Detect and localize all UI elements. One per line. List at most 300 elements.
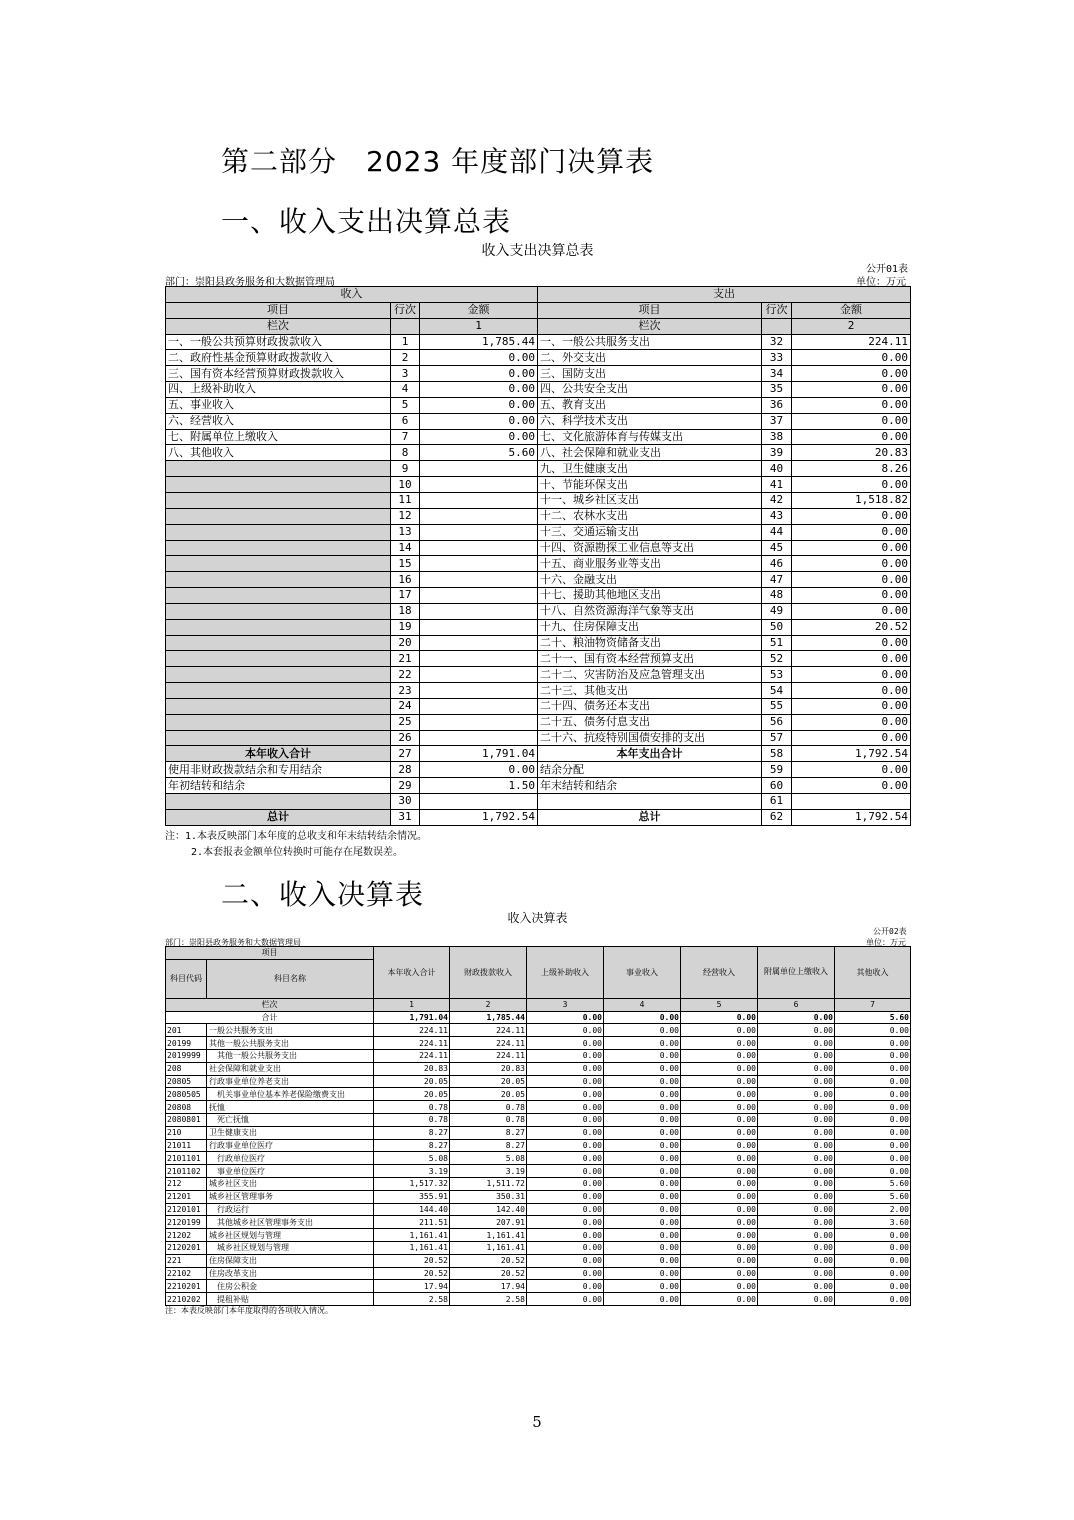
amount-cell: 0.00: [527, 1126, 604, 1139]
subject-code: 20199: [166, 1037, 207, 1050]
amount-cell: 0.00: [527, 1280, 604, 1293]
income-amount: [420, 588, 538, 604]
column-index: 3: [527, 998, 604, 1011]
summary-row: [166, 540, 911, 556]
table2-unit: 单位：万元: [866, 938, 906, 947]
expense-row-no: 42: [762, 492, 792, 508]
income-row-no: 7: [391, 429, 420, 445]
amount-cell: 0.00: [681, 1177, 758, 1190]
income-item: 五、事业收入: [166, 397, 391, 413]
summary-row: [166, 603, 911, 619]
amount-cell: 0.00: [758, 1203, 835, 1216]
expense-item: 十六、金融支出: [538, 572, 762, 588]
amount-cell: 8.27: [450, 1139, 527, 1152]
income-amount: 5.60: [420, 445, 538, 461]
income-row-no: 19: [391, 619, 420, 635]
amount-cell: 8.27: [374, 1139, 450, 1152]
amount-cell: 20.52: [374, 1254, 450, 1267]
amount-cell: 0.00: [758, 1088, 835, 1101]
summary-row: [166, 714, 911, 730]
expense-row-no: 55: [762, 698, 792, 714]
table-row: [166, 1241, 911, 1254]
subject-name: 卫生健康支出: [207, 1126, 374, 1139]
income-amount: [420, 651, 538, 667]
income-row-no: 14: [391, 540, 420, 556]
income-row-header: 行次: [391, 302, 420, 318]
income-row-no: 6: [391, 413, 420, 429]
amount-cell: 350.31: [450, 1190, 527, 1203]
income-amount: 1,791.04: [420, 746, 538, 762]
table-row: [166, 1165, 911, 1178]
amount-cell: 0.00: [835, 1293, 911, 1306]
subject-name: 其他一般公共服务支出: [207, 1037, 374, 1050]
subject-code: 22102: [166, 1267, 207, 1280]
expense-amount: 20.52: [792, 619, 911, 635]
expense-amount: 20.83: [792, 445, 911, 461]
income-row-no: 3: [391, 366, 420, 382]
expense-item: 二十三、其他支出: [538, 683, 762, 699]
table-row: [166, 1203, 911, 1216]
income-amount: [420, 683, 538, 699]
income-item: [166, 492, 391, 508]
summary-row: [166, 429, 911, 445]
expense-row-no: 40: [762, 461, 792, 477]
amount-cell: 0.00: [604, 1254, 681, 1267]
amount-cell: 0.00: [758, 1062, 835, 1075]
income-item: 总计: [166, 809, 391, 825]
income-item-header: 项目: [166, 302, 391, 318]
amount-cell: 224.11: [374, 1049, 450, 1062]
summary-row: [166, 809, 911, 825]
amount-cell: 0.00: [604, 1267, 681, 1280]
amount-cell: 20.52: [450, 1267, 527, 1280]
amount-cell: 0.78: [450, 1101, 527, 1114]
amount-cell: 0.00: [604, 1165, 681, 1178]
amount-cell: 0.00: [527, 1203, 604, 1216]
lanci-label: 栏次: [166, 998, 374, 1011]
amount-cell: 0.00: [835, 1024, 911, 1037]
amount-cell: 0.00: [604, 1062, 681, 1075]
total-income-header: 本年收入合计: [374, 947, 450, 999]
expense-col-index: 2: [792, 318, 911, 334]
income-row-no: 28: [391, 762, 420, 778]
amount-cell: 0.00: [758, 1190, 835, 1203]
expense-item: 二、外交支出: [538, 350, 762, 366]
income-amount: [420, 556, 538, 572]
expense-item: 十四、资源勘探工业信息等支出: [538, 540, 762, 556]
subject-code: 2080505: [166, 1088, 207, 1101]
subject-name: 机关事业单位基本养老保险缴费支出: [207, 1088, 374, 1101]
total-label: 合计: [166, 1011, 374, 1024]
name-header: 科目名称: [207, 959, 374, 998]
amount-cell: 8.27: [374, 1126, 450, 1139]
amount-cell: 17.94: [374, 1280, 450, 1293]
amount-cell: 0.00: [527, 1177, 604, 1190]
expense-amount: 1,792.54: [792, 746, 911, 762]
expense-amount: 224.11: [792, 334, 911, 350]
amount-cell: 1,161.41: [450, 1229, 527, 1242]
income-item: 三、国有资本经营预算财政拨款收入: [166, 366, 391, 382]
income-lanci-label: 栏次: [166, 318, 391, 334]
amount-cell: 0.00: [681, 1075, 758, 1088]
summary-row: [166, 619, 911, 635]
amount-cell: 0.00: [681, 1037, 758, 1050]
amount-cell: 0.00: [681, 1101, 758, 1114]
amount-cell: 0.00: [604, 1293, 681, 1306]
income-row-no: 16: [391, 572, 420, 588]
subject-code: 2019999: [166, 1049, 207, 1062]
amount-cell: 0.00: [835, 1113, 911, 1126]
table-row: [166, 1229, 911, 1242]
column-index: 4: [604, 998, 681, 1011]
amount-cell: 0.78: [374, 1113, 450, 1126]
table-row: [166, 1152, 911, 1165]
amount-cell: 0.00: [527, 1267, 604, 1280]
summary-row: [166, 445, 911, 461]
amount-cell: 0.00: [835, 1088, 911, 1101]
income-row-no: 8: [391, 445, 420, 461]
subject-name: 城乡社区支出: [207, 1177, 374, 1190]
section1-heading: 一、收入支出决算总表: [221, 205, 512, 238]
income-row-no: 9: [391, 461, 420, 477]
expense-row-no: 52: [762, 651, 792, 667]
amount-cell: 0.00: [604, 1139, 681, 1152]
expense-amount: 0.00: [792, 524, 911, 540]
table-row: [166, 1280, 911, 1293]
amount-cell: 0.00: [758, 1177, 835, 1190]
income-item: [166, 540, 391, 556]
table2-department: 部门：崇阳县政务服务和大数据管理局: [165, 938, 301, 947]
income-amount: [420, 572, 538, 588]
income-amount: 1.50: [420, 778, 538, 794]
amount-cell: 20.83: [450, 1062, 527, 1075]
amount-cell: 0.00: [758, 1139, 835, 1152]
subject-name: 其他一般公共服务支出: [207, 1049, 374, 1062]
amount-cell: 0.00: [835, 1152, 911, 1165]
amount-cell: 0.00: [681, 1241, 758, 1254]
amount-cell: 0.00: [604, 1203, 681, 1216]
item-header: 项目: [166, 947, 374, 960]
income-item: 四、上级补助收入: [166, 382, 391, 398]
expense-item: 四、公共安全支出: [538, 382, 762, 398]
income-amount: [420, 461, 538, 477]
amount-cell: 0.00: [604, 1190, 681, 1203]
expense-item: 十三、交通运输支出: [538, 524, 762, 540]
income-amount: [420, 508, 538, 524]
subject-name: 一般公共服务支出: [207, 1024, 374, 1037]
expense-amount: 0.00: [792, 477, 911, 493]
amount-cell: 0.00: [835, 1049, 911, 1062]
subject-code: 2210201: [166, 1280, 207, 1293]
summary-row: [166, 635, 911, 651]
amount-cell: 0.00: [527, 1024, 604, 1037]
expense-row-no: 41: [762, 477, 792, 493]
amount-cell: 0.00: [604, 1152, 681, 1165]
subject-name: 行政事业单位养老支出: [207, 1075, 374, 1088]
expense-amount: 0.00: [792, 540, 911, 556]
expense-row-no: 57: [762, 730, 792, 746]
income-amount: [420, 477, 538, 493]
amount-cell: 0.00: [681, 1190, 758, 1203]
expense-row-no: 50: [762, 619, 792, 635]
table-row: [166, 1216, 911, 1229]
table-row: [166, 1088, 911, 1101]
amount-cell: 0.00: [527, 1113, 604, 1126]
amount-cell: 0.00: [527, 1293, 604, 1306]
amount-cell: 0.00: [758, 1267, 835, 1280]
expense-row-no: 33: [762, 350, 792, 366]
expense-item: 十八、自然资源海洋气象等支出: [538, 603, 762, 619]
income-amount: 0.00: [420, 382, 538, 398]
expense-amount: 0.00: [792, 572, 911, 588]
expense-item: 六、科学技术支出: [538, 413, 762, 429]
subject-code: 21201: [166, 1190, 207, 1203]
income-row-no: 26: [391, 730, 420, 746]
subject-code: 2120201: [166, 1241, 207, 1254]
amount-cell: 0.00: [681, 1267, 758, 1280]
income-row-no: 31: [391, 809, 420, 825]
amount-cell: 0.00: [835, 1126, 911, 1139]
total-value: 0.00: [758, 1011, 835, 1024]
amount-cell: 0.00: [835, 1075, 911, 1088]
income-amount: 0.00: [420, 413, 538, 429]
expense-amount: 0.00: [792, 667, 911, 683]
income-amount: 1,785.44: [420, 334, 538, 350]
income-item: [166, 588, 391, 604]
expense-item: 十七、援助其他地区支出: [538, 588, 762, 604]
total-row: [166, 1011, 911, 1024]
amount-cell: 0.00: [604, 1216, 681, 1229]
amount-cell: 0.00: [527, 1075, 604, 1088]
subject-code: 2101101: [166, 1152, 207, 1165]
table-row: [166, 1024, 911, 1037]
income-row-no: 10: [391, 477, 420, 493]
income-item: [166, 635, 391, 651]
amount-cell: 0.00: [604, 1241, 681, 1254]
expense-item: 结余分配: [538, 762, 762, 778]
expense-amount: 1,792.54: [792, 809, 911, 825]
amount-cell: 224.11: [374, 1024, 450, 1037]
expense-item: 十九、住房保障支出: [538, 619, 762, 635]
amount-cell: 0.00: [527, 1241, 604, 1254]
expense-row-no: 38: [762, 429, 792, 445]
amount-cell: 0.00: [835, 1254, 911, 1267]
amount-cell: 0.00: [835, 1280, 911, 1293]
amount-cell: 3.60: [835, 1216, 911, 1229]
summary-row: [166, 334, 911, 350]
amount-cell: 0.00: [604, 1101, 681, 1114]
subject-code: 20808: [166, 1101, 207, 1114]
table-row: [166, 1139, 911, 1152]
expense-amount: 0.00: [792, 778, 911, 794]
expense-item: 二十四、债务还本支出: [538, 698, 762, 714]
amount-cell: 224.11: [450, 1037, 527, 1050]
amount-cell: 0.00: [681, 1229, 758, 1242]
income-row-no: 27: [391, 746, 420, 762]
business-income-header: 事业收入: [604, 947, 681, 999]
total-value: 0.00: [681, 1011, 758, 1024]
subject-name: 死亡抚恤: [207, 1113, 374, 1126]
summary-row: [166, 762, 911, 778]
table-row: [166, 1075, 911, 1088]
summary-row: [166, 651, 911, 667]
income-item: [166, 603, 391, 619]
subject-code: 2120101: [166, 1203, 207, 1216]
amount-cell: 0.00: [681, 1216, 758, 1229]
code-header: 科目代码: [166, 959, 207, 998]
subject-name: 城乡社区管理事务: [207, 1190, 374, 1203]
amount-cell: 0.00: [604, 1037, 681, 1050]
income-item: 年初结转和结余: [166, 778, 391, 794]
amount-cell: 0.00: [681, 1126, 758, 1139]
expense-item: 二十一、国有资本经营预算支出: [538, 651, 762, 667]
amount-cell: 0.00: [681, 1113, 758, 1126]
expense-row-no: 58: [762, 746, 792, 762]
amount-cell: 0.00: [527, 1216, 604, 1229]
amount-cell: 0.00: [604, 1126, 681, 1139]
expense-item-header: 项目: [538, 302, 762, 318]
income-item: [166, 619, 391, 635]
subject-name: 事业单位医疗: [207, 1165, 374, 1178]
empty-cell: [762, 318, 792, 334]
amount-cell: 0.00: [527, 1062, 604, 1075]
amount-cell: 1,161.41: [374, 1241, 450, 1254]
amount-cell: 0.00: [681, 1062, 758, 1075]
amount-cell: 0.00: [604, 1229, 681, 1242]
expense-item: 年末结转和结余: [538, 778, 762, 794]
income-row-no: 25: [391, 714, 420, 730]
income-item: [166, 524, 391, 540]
expense-row-no: 62: [762, 809, 792, 825]
amount-cell: 0.00: [527, 1152, 604, 1165]
amount-cell: 20.83: [374, 1062, 450, 1075]
amount-cell: 0.00: [604, 1088, 681, 1101]
income-row-no: 20: [391, 635, 420, 651]
table1-form-no: 公开01表: [866, 264, 909, 275]
income-item: 七、附属单位上缴收入: [166, 429, 391, 445]
expense-row-no: 43: [762, 508, 792, 524]
amount-cell: 0.00: [681, 1293, 758, 1306]
income-item: [166, 698, 391, 714]
income-amount-header: 金额: [420, 302, 538, 318]
amount-cell: 0.00: [758, 1229, 835, 1242]
subject-name: 城乡社区规划与管理: [207, 1241, 374, 1254]
income-row-no: 11: [391, 492, 420, 508]
amount-cell: 0.00: [527, 1037, 604, 1050]
expense-amount: 0.00: [792, 397, 911, 413]
subject-code: 21202: [166, 1229, 207, 1242]
subject-code: 2080801: [166, 1113, 207, 1126]
expense-amount: 8.26: [792, 461, 911, 477]
expense-amount: 0.00: [792, 413, 911, 429]
expense-item: 本年支出合计: [538, 746, 762, 762]
table1-department: 部门：崇阳县政务服务和大数据管理局: [165, 277, 335, 288]
income-item: [166, 714, 391, 730]
expense-amount: 0.00: [792, 730, 911, 746]
subject-code: 201: [166, 1024, 207, 1037]
income-group-header: 收入: [166, 287, 538, 303]
amount-cell: 224.11: [450, 1049, 527, 1062]
amount-cell: 1,517.32: [374, 1177, 450, 1190]
amount-cell: 17.94: [450, 1280, 527, 1293]
income-item: [166, 572, 391, 588]
expense-item: 二十五、债务付息支出: [538, 714, 762, 730]
amount-cell: 0.00: [527, 1190, 604, 1203]
summary-row: [166, 350, 911, 366]
amount-cell: 0.00: [758, 1024, 835, 1037]
income-item: [166, 667, 391, 683]
amount-cell: 0.00: [681, 1024, 758, 1037]
amount-cell: 207.91: [450, 1216, 527, 1229]
amount-cell: 0.00: [681, 1165, 758, 1178]
summary-row: [166, 524, 911, 540]
income-row-no: 4: [391, 382, 420, 398]
expense-row-no: 46: [762, 556, 792, 572]
subject-name: 其他城乡社区管理事务支出: [207, 1216, 374, 1229]
total-value: 5.60: [835, 1011, 911, 1024]
table-row: [166, 1254, 911, 1267]
summary-row: [166, 588, 911, 604]
amount-cell: 0.00: [527, 1254, 604, 1267]
expense-row-no: 47: [762, 572, 792, 588]
expense-item: 十、节能环保支出: [538, 477, 762, 493]
amount-cell: 0.00: [758, 1049, 835, 1062]
income-row-no: 23: [391, 683, 420, 699]
income-amount: 0.00: [420, 350, 538, 366]
subject-code: 2120199: [166, 1216, 207, 1229]
income-amount: [420, 540, 538, 556]
expense-item: [538, 794, 762, 810]
amount-cell: 0.00: [604, 1024, 681, 1037]
amount-cell: 0.00: [758, 1037, 835, 1050]
fiscal-income-header: 财政拨款收入: [450, 947, 527, 999]
income-item: 八、其他收入: [166, 445, 391, 461]
income-item: 一、一般公共预算财政拨款收入: [166, 334, 391, 350]
amount-cell: 2.00: [835, 1203, 911, 1216]
amount-cell: 5.08: [374, 1152, 450, 1165]
expense-row-no: 44: [762, 524, 792, 540]
income-item: [166, 461, 391, 477]
subject-name: 社会保障和就业支出: [207, 1062, 374, 1075]
expense-item: 十五、商业服务业等支出: [538, 556, 762, 572]
expense-item: 十一、城乡社区支出: [538, 492, 762, 508]
expense-item: 五、教育支出: [538, 397, 762, 413]
income-row-no: 21: [391, 651, 420, 667]
expense-item: 二十二、灾害防治及应急管理支出: [538, 667, 762, 683]
amount-cell: 0.00: [681, 1152, 758, 1165]
expense-row-no: 34: [762, 366, 792, 382]
amount-cell: 0.00: [835, 1037, 911, 1050]
summary-row: [166, 556, 911, 572]
income-amount: [420, 603, 538, 619]
amount-cell: 1,511.72: [450, 1177, 527, 1190]
amount-cell: 5.60: [835, 1177, 911, 1190]
amount-cell: 0.00: [758, 1113, 835, 1126]
amount-cell: 0.00: [681, 1280, 758, 1293]
subject-name: 城乡社区规划与管理: [207, 1229, 374, 1242]
summary-row: [166, 746, 911, 762]
expense-row-no: 32: [762, 334, 792, 350]
income-item: [166, 556, 391, 572]
amount-cell: 5.08: [450, 1152, 527, 1165]
total-value: 1,791.04: [374, 1011, 450, 1024]
amount-cell: 0.00: [527, 1139, 604, 1152]
amount-cell: 0.00: [681, 1254, 758, 1267]
expense-row-no: 49: [762, 603, 792, 619]
amount-cell: 355.91: [374, 1190, 450, 1203]
income-amount: 0.00: [420, 397, 538, 413]
total-value: 0.00: [527, 1011, 604, 1024]
